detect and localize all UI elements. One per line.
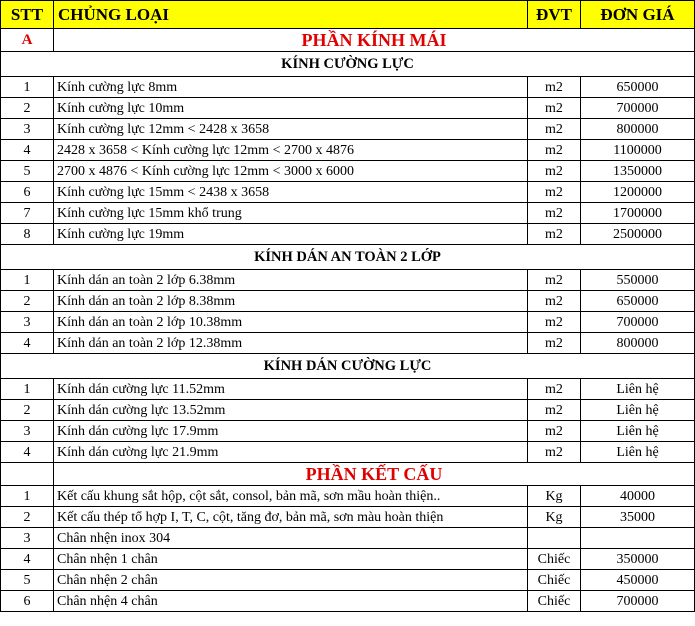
row-unit[interactable]: m2 — [528, 203, 581, 224]
row-unit[interactable]: m2 — [528, 119, 581, 140]
row-name[interactable]: Kính cường lực 19mm — [54, 224, 528, 245]
row-price[interactable]: 1700000 — [581, 203, 695, 224]
group-row — [1, 52, 695, 77]
table-row — [1, 224, 695, 245]
table-row — [1, 442, 695, 463]
row-stt[interactable]: 6 — [1, 182, 54, 203]
table-row — [1, 312, 695, 333]
table-row — [1, 486, 695, 507]
row-stt[interactable]: 3 — [1, 421, 54, 442]
row-name[interactable]: Kính cường lực 8mm — [54, 77, 528, 98]
row-price[interactable]: 700000 — [581, 98, 695, 119]
section-row — [1, 463, 695, 486]
table-row — [1, 119, 695, 140]
row-name[interactable]: Kính dán cường lực 11.52mm — [54, 379, 528, 400]
row-stt[interactable]: 2 — [1, 507, 54, 528]
row-price[interactable]: 800000 — [581, 333, 695, 354]
group-title[interactable]: KÍNH CƯỜNG LỰC — [1, 52, 695, 77]
row-price[interactable]: Liên hệ — [581, 379, 695, 400]
section-title[interactable]: PHẦN KẾT CẤU — [54, 463, 695, 486]
table-row — [1, 528, 695, 549]
row-name[interactable]: 2700 x 4876 < Kính cường lực 12mm < 3000 x 6000 — [54, 161, 528, 182]
row-name[interactable]: Kính dán an toàn 2 lớp 6.38mm — [54, 270, 528, 291]
table-row — [1, 570, 695, 591]
row-unit[interactable] — [528, 528, 581, 549]
row-price[interactable]: 40000 — [581, 486, 695, 507]
row-stt[interactable]: 2 — [1, 291, 54, 312]
header-stt[interactable]: STT — [1, 1, 54, 29]
row-unit[interactable]: m2 — [528, 400, 581, 421]
row-name[interactable]: Kính cường lực 15mm < 2438 x 3658 — [54, 182, 528, 203]
row-stt[interactable]: 8 — [1, 224, 54, 245]
row-unit[interactable]: m2 — [528, 333, 581, 354]
row-unit[interactable]: m2 — [528, 77, 581, 98]
row-name[interactable]: Kính dán cường lực 17.9mm — [54, 421, 528, 442]
row-unit[interactable]: m2 — [528, 291, 581, 312]
row-name[interactable]: 2428 x 3658 < Kính cường lực 12mm < 2700 x 4876 — [54, 140, 528, 161]
header-row — [1, 1, 695, 29]
row-stt[interactable]: 1 — [1, 270, 54, 291]
row-unit[interactable]: m2 — [528, 270, 581, 291]
table-row — [1, 549, 695, 570]
section-code[interactable] — [1, 463, 54, 486]
row-stt[interactable]: 1 — [1, 486, 54, 507]
row-stt[interactable]: 4 — [1, 333, 54, 354]
header-name[interactable]: CHỦNG LOẠI — [54, 1, 528, 29]
group-title[interactable]: KÍNH DÁN CƯỜNG LỰC — [1, 354, 695, 379]
group-row — [1, 245, 695, 270]
row-unit[interactable]: m2 — [528, 224, 581, 245]
row-price[interactable]: 700000 — [581, 591, 695, 612]
row-name[interactable]: Kính dán cường lực 21.9mm — [54, 442, 528, 463]
row-unit[interactable]: m2 — [528, 98, 581, 119]
row-name[interactable]: Kính dán an toàn 2 lớp 10.38mm — [54, 312, 528, 333]
row-price[interactable]: 35000 — [581, 507, 695, 528]
row-price[interactable]: 350000 — [581, 549, 695, 570]
row-unit[interactable]: Chiếc — [528, 549, 581, 570]
row-stt[interactable]: 4 — [1, 549, 54, 570]
row-name[interactable]: Chân nhện 2 chân — [54, 570, 528, 591]
row-name[interactable]: Kết cấu thép tổ hợp I, T, C, cột, tăng đơ, bản mã, sơn màu hoàn thiện — [54, 507, 528, 528]
table-row — [1, 203, 695, 224]
group-title[interactable]: KÍNH DÁN AN TOÀN 2 LỚP — [1, 245, 695, 270]
row-name[interactable]: Kết cấu khung sắt hộp, cột sắt, consol, bản mã, sơn mầu hoàn thiện.. — [54, 486, 528, 507]
table-row — [1, 98, 695, 119]
table-row — [1, 379, 695, 400]
row-unit[interactable]: Chiếc — [528, 591, 581, 612]
header-unit[interactable]: ĐVT — [528, 1, 581, 29]
row-price[interactable]: Liên hệ — [581, 442, 695, 463]
row-price[interactable]: 700000 — [581, 312, 695, 333]
row-name[interactable]: Chân nhện 4 chân — [54, 591, 528, 612]
row-name[interactable]: Kính dán cường lực 13.52mm — [54, 400, 528, 421]
row-price[interactable]: Liên hệ — [581, 400, 695, 421]
row-stt[interactable]: 1 — [1, 77, 54, 98]
table-row — [1, 507, 695, 528]
section-code[interactable]: A — [1, 29, 54, 52]
row-unit[interactable]: m2 — [528, 312, 581, 333]
row-price[interactable]: 650000 — [581, 291, 695, 312]
table-row — [1, 421, 695, 442]
header-price[interactable]: ĐƠN GIÁ — [581, 1, 695, 29]
row-name[interactable]: Kính cường lực 10mm — [54, 98, 528, 119]
row-unit[interactable]: m2 — [528, 140, 581, 161]
row-price[interactable]: 1100000 — [581, 140, 695, 161]
row-stt[interactable]: 4 — [1, 442, 54, 463]
row-stt[interactable]: 6 — [1, 591, 54, 612]
row-unit[interactable]: m2 — [528, 379, 581, 400]
table-row — [1, 161, 695, 182]
row-price[interactable]: 450000 — [581, 570, 695, 591]
row-stt[interactable]: 5 — [1, 570, 54, 591]
row-price[interactable]: 800000 — [581, 119, 695, 140]
row-unit[interactable]: m2 — [528, 421, 581, 442]
price-table-body — [1, 1, 695, 612]
row-unit[interactable]: m2 — [528, 442, 581, 463]
row-name[interactable]: Kính cường lực 15mm khổ trung — [54, 203, 528, 224]
row-price[interactable]: Liên hệ — [581, 421, 695, 442]
row-stt[interactable]: 3 — [1, 528, 54, 549]
row-name[interactable]: Kính dán an toàn 2 lớp 12.38mm — [54, 333, 528, 354]
row-stt[interactable]: 7 — [1, 203, 54, 224]
row-unit[interactable]: m2 — [528, 161, 581, 182]
row-price[interactable]: 2500000 — [581, 224, 695, 245]
row-unit[interactable]: Kg — [528, 507, 581, 528]
row-stt[interactable]: 2 — [1, 400, 54, 421]
table-row — [1, 291, 695, 312]
row-name[interactable]: Chân nhện 1 chân — [54, 549, 528, 570]
row-unit[interactable]: Chiếc — [528, 570, 581, 591]
table-row — [1, 591, 695, 612]
row-price[interactable]: 550000 — [581, 270, 695, 291]
row-stt[interactable]: 1 — [1, 379, 54, 400]
group-row — [1, 354, 695, 379]
section-row — [1, 29, 695, 52]
row-stt[interactable]: 3 — [1, 119, 54, 140]
row-price[interactable]: 1200000 — [581, 182, 695, 203]
row-price[interactable]: 650000 — [581, 77, 695, 98]
row-stt[interactable]: 2 — [1, 98, 54, 119]
table-row — [1, 77, 695, 98]
table-row — [1, 333, 695, 354]
section-title[interactable]: PHẦN KÍNH MÁI — [54, 29, 695, 52]
row-stt[interactable]: 4 — [1, 140, 54, 161]
table-row — [1, 182, 695, 203]
row-stt[interactable]: 5 — [1, 161, 54, 182]
table-row — [1, 400, 695, 421]
row-price[interactable]: 1350000 — [581, 161, 695, 182]
row-name[interactable]: Chân nhện inox 304 — [54, 528, 528, 549]
table-row — [1, 270, 695, 291]
row-unit[interactable]: m2 — [528, 182, 581, 203]
table-row — [1, 140, 695, 161]
row-name[interactable]: Kính cường lực 12mm < 2428 x 3658 — [54, 119, 528, 140]
row-price[interactable] — [581, 528, 695, 549]
row-unit[interactable]: Kg — [528, 486, 581, 507]
row-stt[interactable]: 3 — [1, 312, 54, 333]
row-name[interactable]: Kính dán an toàn 2 lớp 8.38mm — [54, 291, 528, 312]
